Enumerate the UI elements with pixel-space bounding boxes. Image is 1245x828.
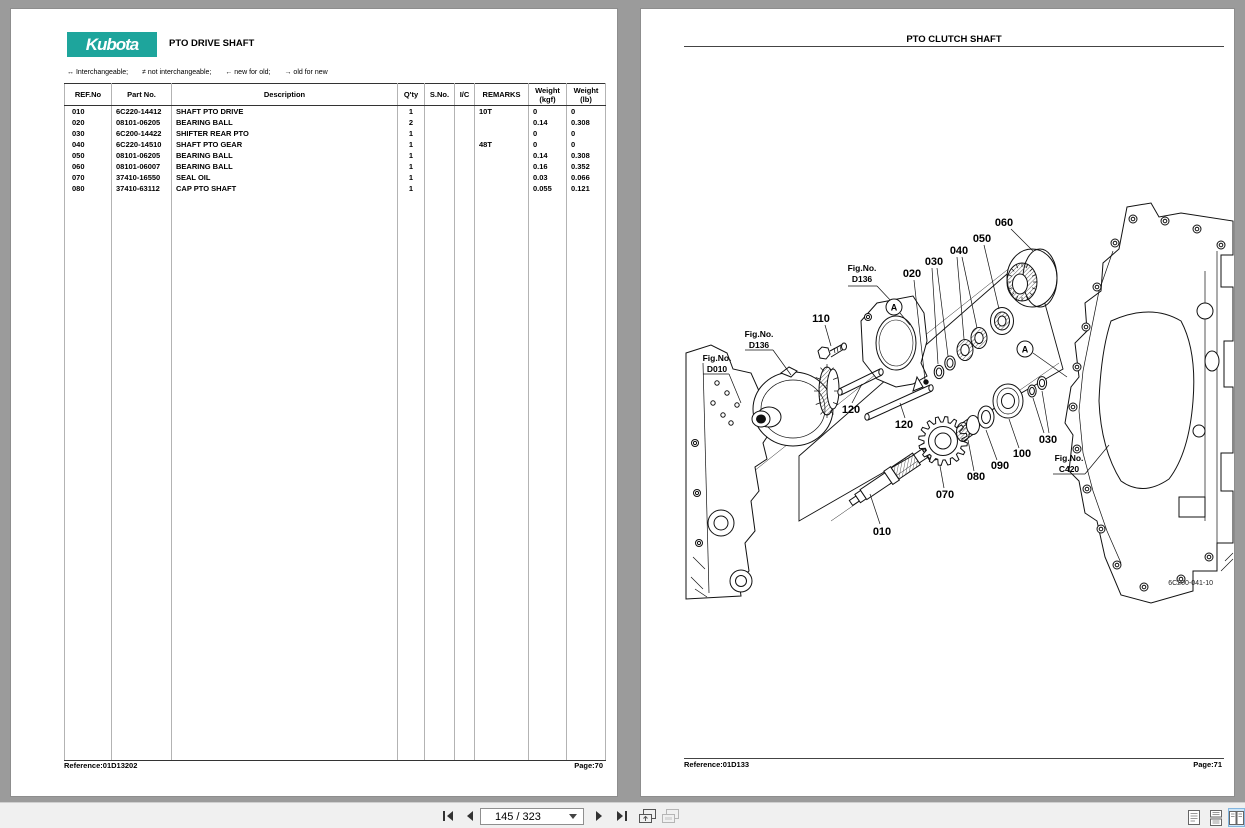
part-label-030: 030 bbox=[924, 256, 944, 268]
continuous-view-button[interactable] bbox=[1206, 808, 1225, 827]
col-weight-kgf-sub: (kgf) bbox=[539, 94, 556, 104]
duplicate-window-icon bbox=[661, 808, 680, 824]
bearings-040 bbox=[957, 328, 987, 361]
figure-reference-label: Fig.No. C420 bbox=[1054, 453, 1084, 474]
part-label-110: 110 bbox=[812, 313, 830, 325]
table-row: 020 08101-06205 BEARING BALL 2 0.14 0.308 bbox=[65, 117, 606, 128]
col-weight-lb-sub: (lb) bbox=[580, 94, 592, 104]
right-page-reference: Reference:01D133 bbox=[684, 760, 750, 769]
part-label-060: 060 bbox=[994, 217, 1014, 229]
part-label-030: 030 bbox=[1038, 434, 1058, 446]
coupling-gear-060 bbox=[1007, 249, 1057, 307]
col-weight-lb: Weight bbox=[573, 85, 599, 95]
open-new-window-icon bbox=[638, 808, 657, 824]
col-qty: Q'ty bbox=[403, 90, 419, 99]
left-housing bbox=[686, 345, 771, 599]
figure-reference-label: Fig.No. D136 bbox=[847, 263, 877, 284]
col-description: Description bbox=[263, 90, 306, 99]
table-row: 070 37410-16550 SEAL OIL 1 0.03 0.066 bbox=[65, 172, 606, 183]
facing-pages-view-button[interactable] bbox=[1228, 808, 1245, 827]
single-page-view-button[interactable] bbox=[1184, 808, 1203, 827]
next-page-icon bbox=[595, 810, 605, 822]
table-row: 080 37410-63112 CAP PTO SHAFT 1 0.055 0.121 bbox=[65, 183, 606, 194]
col-weight-kgf: Weight bbox=[535, 85, 560, 95]
last-page-button[interactable] bbox=[612, 806, 632, 826]
legend-interchangeable: ↔ Interchangeable; bbox=[67, 69, 129, 76]
viewer-toolbar bbox=[0, 802, 1245, 828]
exploded-parts-diagram bbox=[681, 191, 1236, 611]
part-label-120: 120 bbox=[841, 404, 861, 416]
part-label-020: 020 bbox=[902, 268, 922, 280]
first-page-icon bbox=[441, 810, 454, 822]
bolt-110 bbox=[818, 343, 847, 359]
parts-table-header bbox=[65, 84, 606, 106]
pin-120-b bbox=[865, 385, 933, 420]
part-label-070: 070 bbox=[935, 489, 955, 501]
page-title: PTO DRIVE SHAFT bbox=[169, 38, 255, 49]
part-label-120: 120 bbox=[894, 419, 914, 431]
col-refno: REF.No bbox=[74, 90, 102, 99]
col-partno: Part No. bbox=[127, 90, 156, 99]
col-sno: S.No. bbox=[429, 90, 450, 99]
kubota-logo: Kubota bbox=[67, 32, 157, 57]
view-marker-label: A bbox=[1021, 344, 1029, 355]
page-number-combobox[interactable] bbox=[480, 808, 584, 825]
clutch-drum bbox=[752, 364, 840, 446]
table-row: 050 08101-06205 BEARING BALL 1 0.14 0.308 bbox=[65, 150, 606, 161]
table-row: 040 6C220-14510 SHAFT PTO GEAR 1 48T 0 0 bbox=[65, 139, 606, 150]
view-marker-label: A bbox=[890, 302, 898, 313]
next-page-button[interactable] bbox=[590, 806, 610, 826]
legend-new-for-old: ← new for old; bbox=[225, 69, 271, 76]
ring-090 bbox=[978, 406, 994, 428]
page-number-input[interactable] bbox=[481, 810, 565, 823]
page-dropdown-button[interactable] bbox=[565, 809, 581, 824]
drawing-code: 6C200-041-10 bbox=[1168, 580, 1213, 587]
interchangeability-legend bbox=[67, 69, 328, 76]
bushing-080 bbox=[957, 416, 980, 442]
duplicate-window-button[interactable] bbox=[660, 806, 680, 826]
bearing-100 bbox=[993, 384, 1023, 418]
table-filler-row bbox=[65, 194, 606, 760]
previous-page-icon bbox=[464, 810, 474, 822]
facing-pages-view-icon bbox=[1229, 811, 1244, 825]
parts-table bbox=[64, 83, 606, 761]
footer-rule bbox=[684, 758, 1224, 759]
diagram-page-title: PTO CLUTCH SHAFT bbox=[906, 34, 1002, 45]
right-page-number: Page:71 bbox=[1193, 760, 1222, 769]
legend-old-for-new: → old for new bbox=[284, 69, 328, 76]
single-page-view-icon bbox=[1188, 810, 1200, 825]
rings-030-top bbox=[934, 356, 955, 379]
snap-ring-020 bbox=[924, 380, 928, 384]
title-rule bbox=[684, 46, 1224, 47]
left-page-number: Page:70 bbox=[574, 761, 603, 770]
figure-reference-label: Fig.No. D010 bbox=[702, 353, 732, 374]
right-housing bbox=[1065, 203, 1233, 603]
part-label-100: 100 bbox=[1012, 448, 1032, 460]
rings-030-bottom bbox=[1028, 377, 1047, 397]
part-label-050: 050 bbox=[972, 233, 992, 245]
continuous-view-icon bbox=[1210, 810, 1222, 826]
part-label-080: 080 bbox=[966, 471, 986, 483]
col-remarks: REMARKS bbox=[482, 90, 521, 99]
table-row: 010 6C220-14412 SHAFT PTO DRIVE 1 10T 0 0 bbox=[65, 106, 606, 118]
col-ic: I/C bbox=[459, 90, 470, 99]
table-row: 030 6C200-14422 SHIFTER REAR PTO 1 0 0 bbox=[65, 128, 606, 139]
legend-not-interchangeable: ≠ not interchangeable; bbox=[142, 69, 212, 76]
first-page-button[interactable] bbox=[437, 806, 457, 826]
last-page-icon bbox=[616, 810, 629, 822]
previous-page-button[interactable] bbox=[459, 806, 479, 826]
chevron-down-icon bbox=[569, 814, 577, 819]
open-new-window-button[interactable] bbox=[637, 806, 657, 826]
figure-reference-label: Fig.No. D136 bbox=[744, 329, 774, 350]
bearing-050 bbox=[991, 308, 1014, 335]
part-label-090: 090 bbox=[990, 460, 1010, 472]
left-page bbox=[10, 8, 618, 797]
right-page bbox=[640, 8, 1235, 797]
part-label-040: 040 bbox=[949, 245, 969, 257]
left-page-reference: Reference:01D13202 bbox=[64, 761, 138, 770]
part-label-010: 010 bbox=[872, 526, 892, 538]
table-row: 060 08101-06007 BEARING BALL 1 0.16 0.352 bbox=[65, 161, 606, 172]
